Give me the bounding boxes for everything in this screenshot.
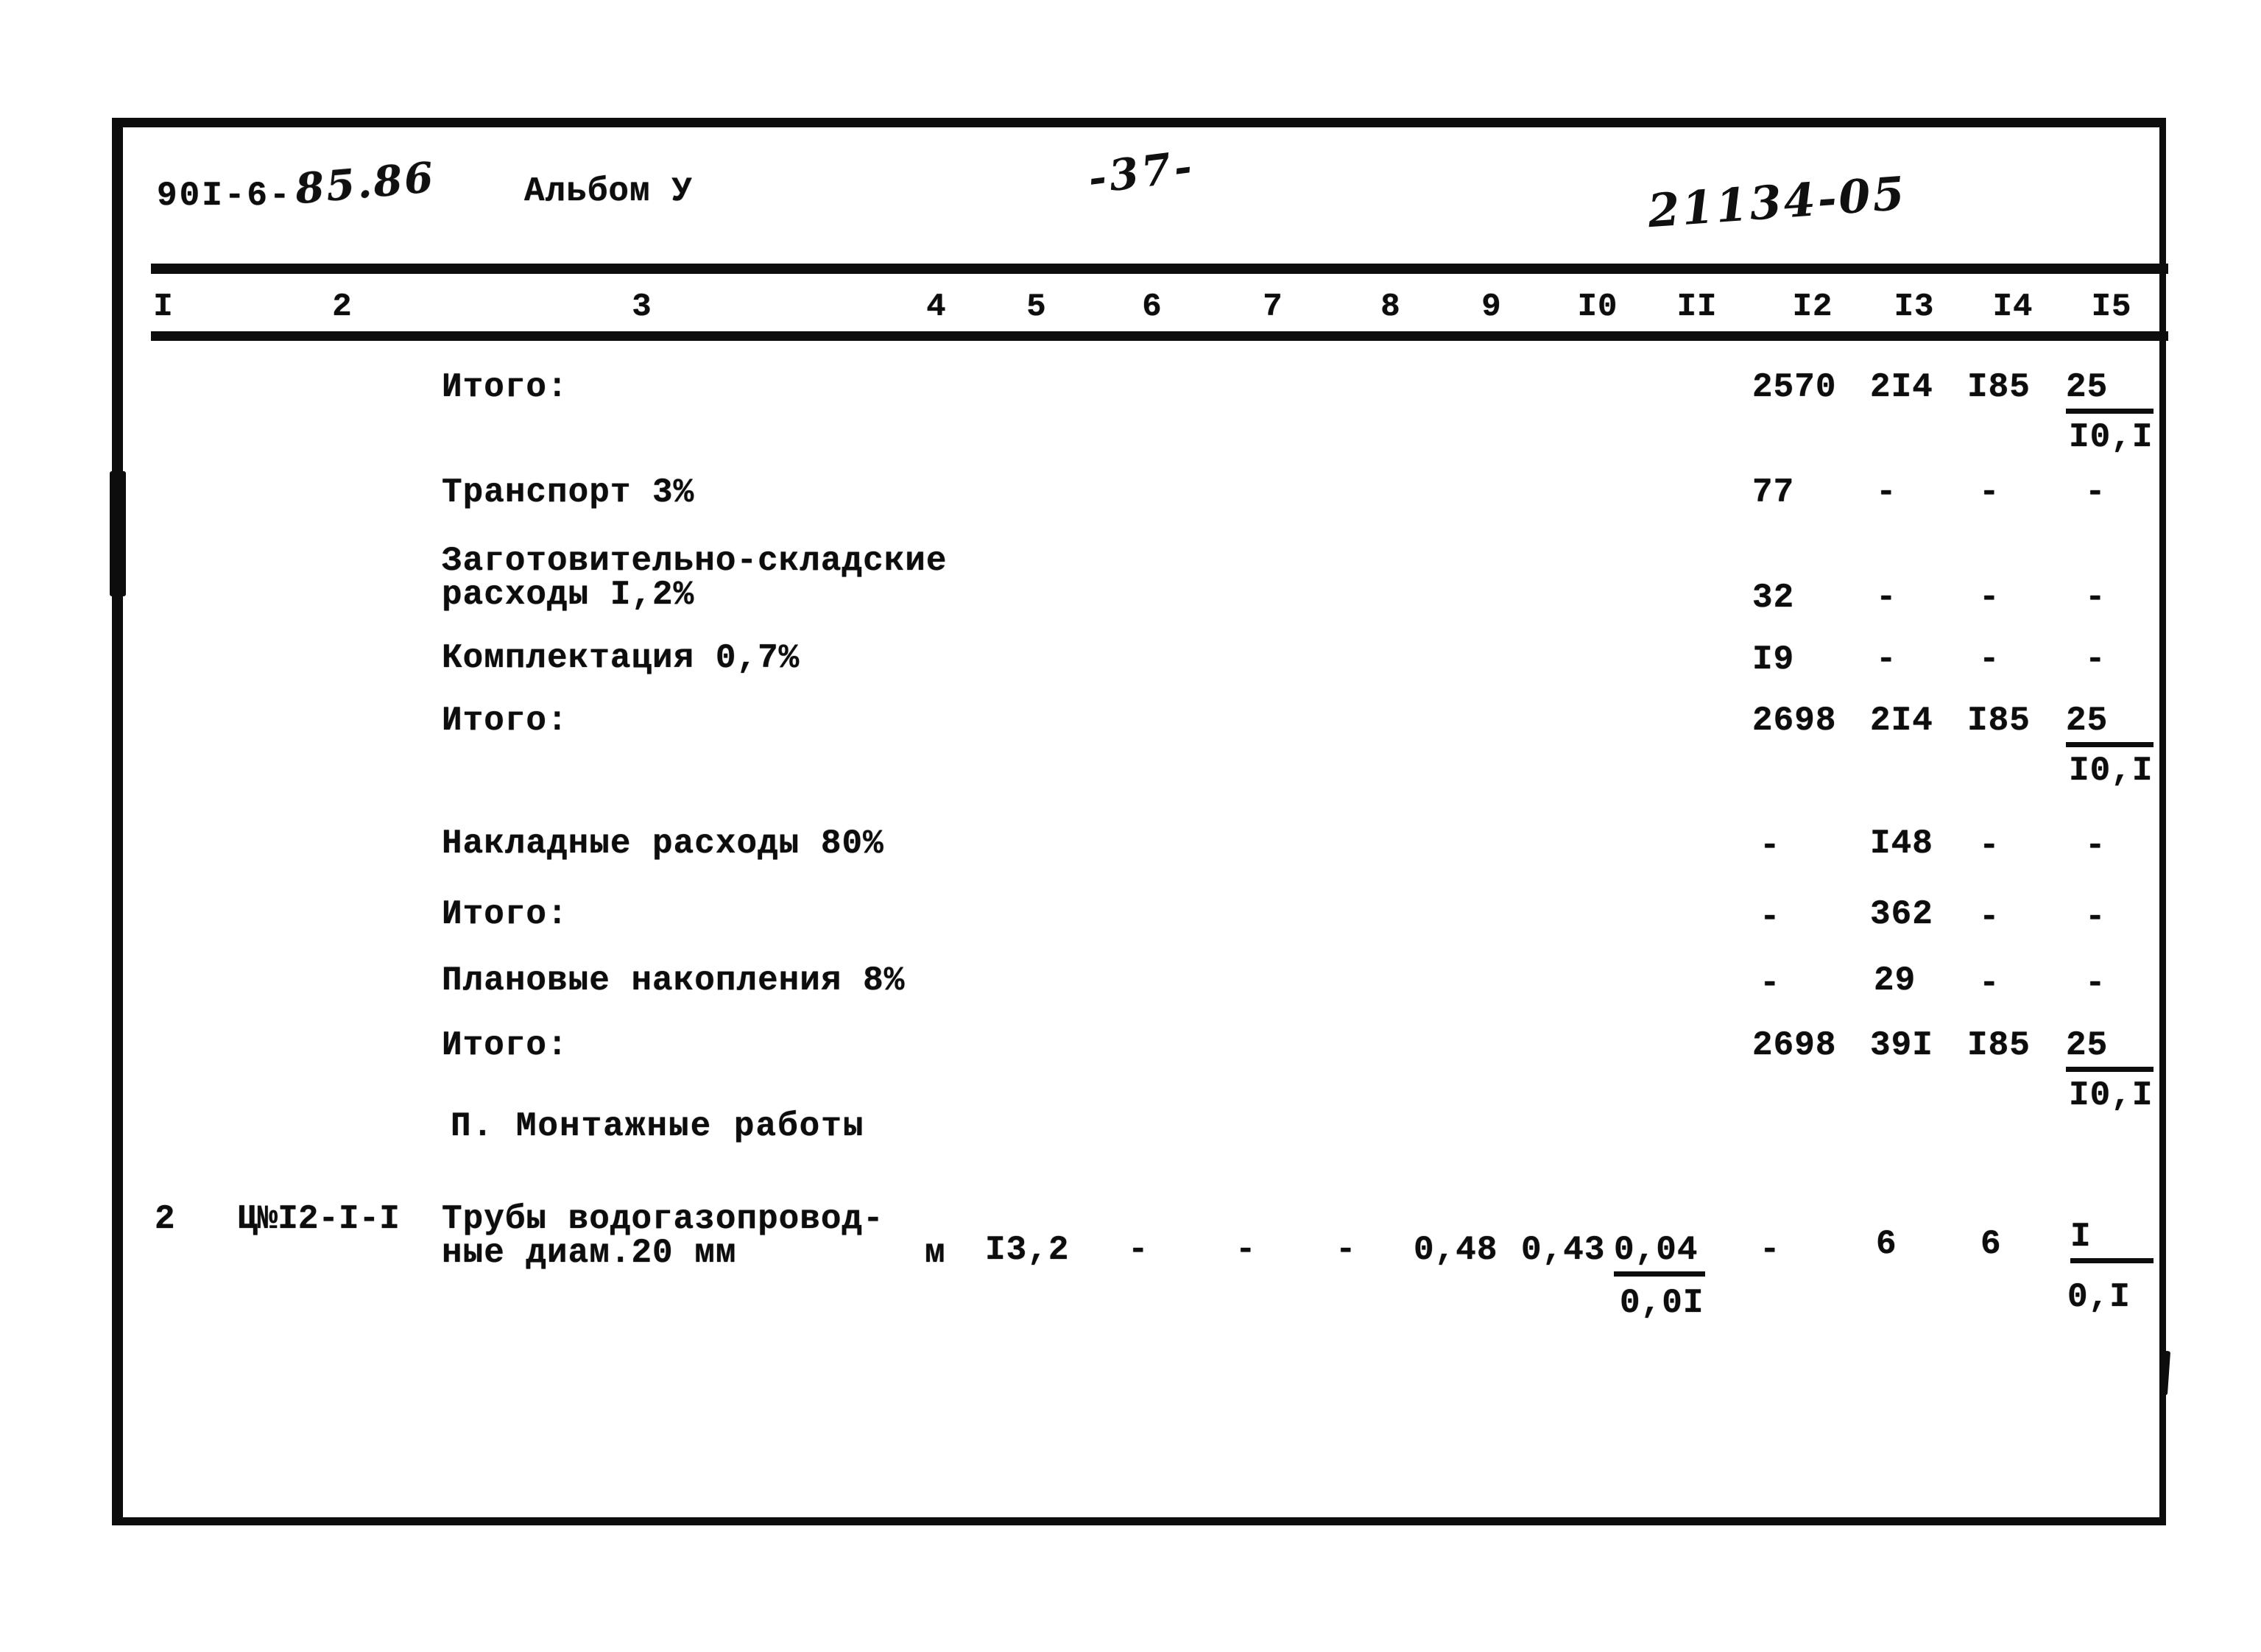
cell-c13: 2I4 [1870, 702, 1933, 740]
cell-c12: 32 [1752, 579, 1795, 617]
cell-c14: I85 [1967, 702, 2031, 740]
item-unit: м [925, 1234, 946, 1272]
cell-c13: I48 [1870, 825, 1933, 863]
col-header-3: 3 [632, 289, 652, 325]
table-header-rule [151, 331, 2168, 341]
col-header-2: 2 [332, 289, 353, 325]
item-c13: 6 [1876, 1225, 1897, 1263]
cell-c12: 2570 [1752, 368, 1837, 406]
cell-c13: 2I4 [1870, 368, 1933, 406]
cell-c13: - [1876, 579, 1897, 617]
row-label: Итого: [442, 368, 568, 406]
page-number: -37- [1085, 141, 1198, 204]
col-header-4: 4 [926, 289, 947, 325]
row-label-line2: расходы I,2% [442, 576, 695, 614]
cell-c13: - [1876, 473, 1897, 512]
item-c10: 0,43 [1521, 1231, 1606, 1269]
cell-c13: - [1876, 640, 1897, 679]
item-name-line1: Трубы водогазопровод- [442, 1200, 884, 1238]
cell-c15: - [2085, 898, 2106, 936]
cell-c12: 2698 [1752, 1026, 1837, 1065]
col-header-8: 8 [1380, 289, 1401, 325]
item-c7: - [1235, 1231, 1257, 1269]
item-qty: I3,2 [985, 1231, 1070, 1269]
col-header-12: I2 [1792, 289, 1833, 325]
col-header-5: 5 [1026, 289, 1047, 325]
cell-c15: - [2085, 964, 2106, 1003]
cell-c15: - [2085, 640, 2106, 679]
cell-c14: - [1979, 640, 2000, 679]
item-name-line2: ные диам.20 мм [442, 1234, 737, 1272]
cell-c13: 29 [1874, 961, 1916, 1000]
row-label-line1: Заготовительно-складские [442, 542, 948, 580]
item-c8: - [1336, 1231, 1357, 1269]
cell-c14: I85 [1967, 368, 2031, 406]
section-heading: П. Монтажные работы [451, 1107, 865, 1146]
cell-c14: - [1979, 473, 2000, 512]
cell-c13: 362 [1870, 895, 1933, 933]
cell-c15-numerator: 25 [2066, 1028, 2154, 1072]
document-code-handwritten: 85.86 [293, 152, 437, 214]
item-c15-denominator: 0,I [2067, 1278, 2131, 1316]
col-header-13: I3 [1894, 289, 1935, 325]
col-header-11: II [1676, 289, 1718, 325]
cell-c14: I85 [1967, 1026, 2031, 1065]
table-top-rule [151, 264, 2168, 274]
row-label: Комплектация 0,7% [442, 639, 800, 677]
item-c9: 0,48 [1414, 1231, 1498, 1269]
item-c14: 6 [1980, 1225, 2002, 1263]
row-label: Плановые накопления 8% [442, 961, 906, 1000]
cell-c15-denominator: I0,I [2069, 752, 2154, 790]
col-header-6: 6 [1142, 289, 1163, 325]
cell-c14: - [1979, 898, 2000, 936]
col-header-14: I4 [1992, 289, 2034, 325]
col-header-10: I0 [1577, 289, 1618, 325]
cell-c15-numerator: 25 [2066, 370, 2154, 414]
cell-c15: - [2085, 579, 2106, 617]
col-header-15: I5 [2091, 289, 2132, 325]
cell-c12: 77 [1752, 473, 1795, 512]
col-header-7: 7 [1263, 289, 1283, 325]
item-code: Ц№I2-I-I [237, 1200, 400, 1238]
cell-c15-denominator: I0,I [2069, 1076, 2154, 1115]
item-c11-denominator: 0,0I [1620, 1284, 1704, 1322]
item-c6: - [1128, 1231, 1149, 1269]
cell-c15: - [2085, 473, 2106, 512]
cell-c14: - [1979, 827, 2000, 865]
cell-c12: - [1760, 964, 1781, 1003]
row-label: Итого: [442, 895, 568, 933]
col-header-1: I [153, 289, 174, 325]
album-label: Альбом У [524, 172, 693, 211]
document-code [157, 152, 437, 215]
cell-c15: - [2085, 827, 2106, 865]
row-label: Транспорт 3% [442, 473, 695, 512]
row-label: Итого: [442, 702, 568, 740]
cell-c14: - [1979, 964, 2000, 1003]
cell-c15-denominator: I0,I [2069, 418, 2154, 456]
cell-c12: 2698 [1752, 702, 1837, 740]
cell-c14: - [1979, 579, 2000, 617]
scan-blotch [110, 471, 126, 596]
col-header-9: 9 [1481, 289, 1502, 325]
item-c12: - [1760, 1231, 1781, 1269]
page-frame [112, 118, 2166, 1525]
cell-c15-numerator: 25 [2066, 703, 2154, 747]
item-number: 2 [155, 1200, 176, 1238]
item-c15-numerator: I [2070, 1219, 2154, 1263]
cell-c12: - [1760, 827, 1781, 865]
cell-c12: - [1760, 898, 1781, 936]
row-label: Накладные расходы 80% [442, 825, 884, 863]
document-code-typed: 90I-6- [157, 177, 292, 215]
sheet-code: 21134-05 [1646, 166, 1908, 239]
item-c11-numerator: 0,04 [1614, 1232, 1705, 1277]
cell-c13: 39I [1870, 1026, 1933, 1065]
row-label: Итого: [442, 1026, 568, 1065]
cell-c12: I9 [1752, 640, 1795, 679]
